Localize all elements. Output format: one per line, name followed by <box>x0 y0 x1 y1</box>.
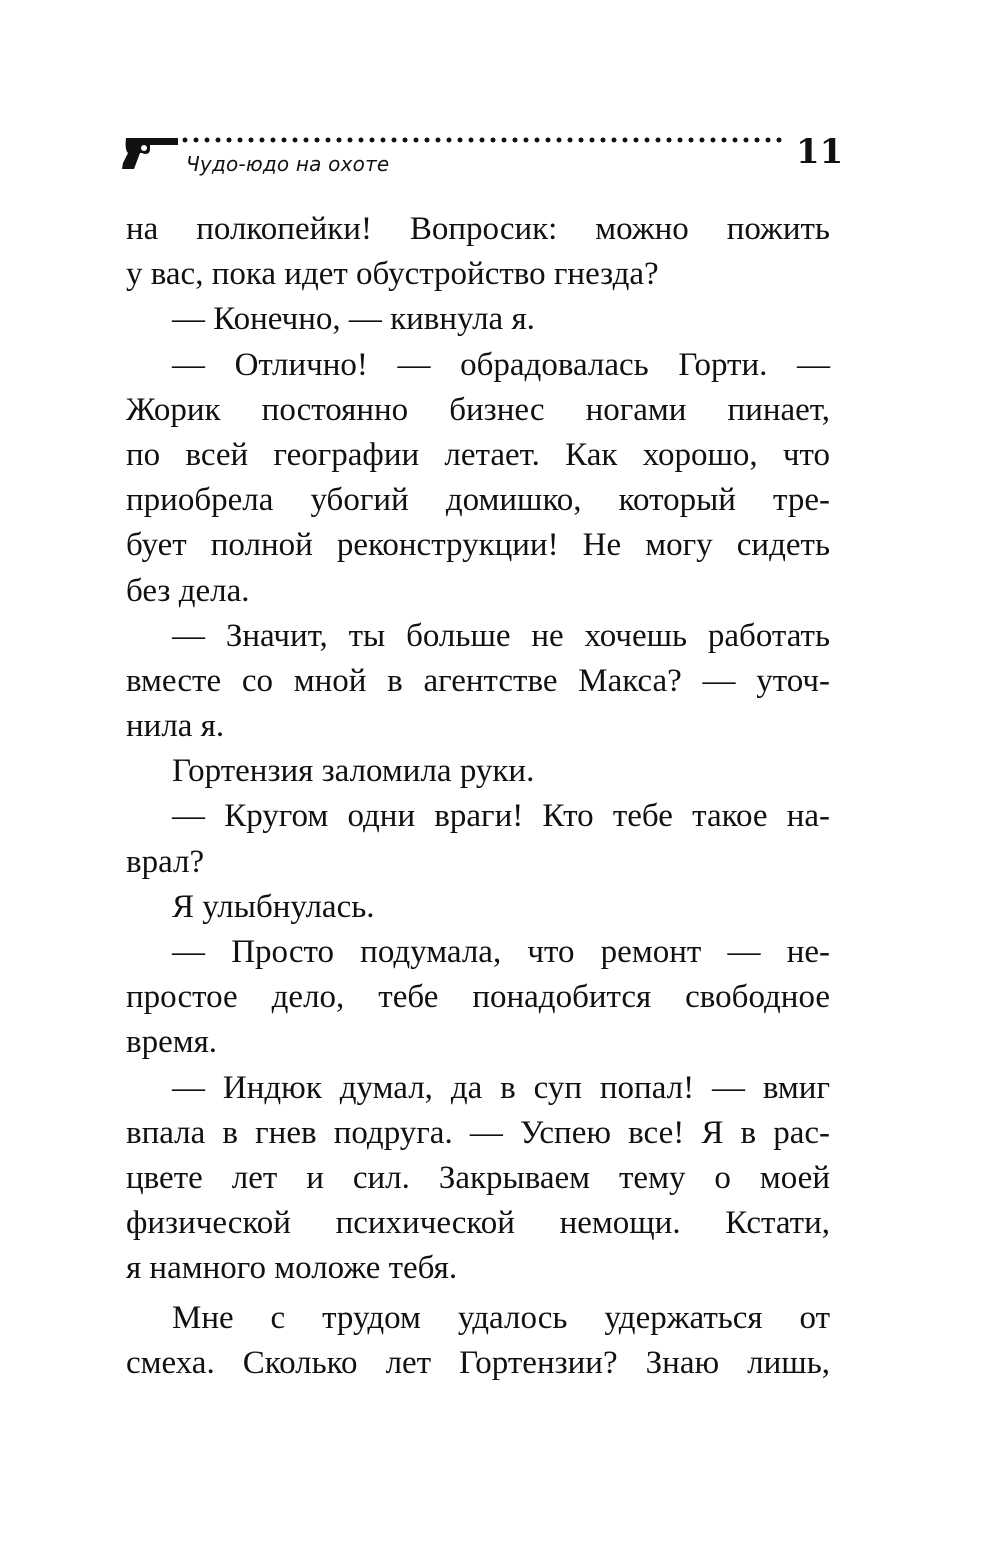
text-line: — Отлично! — обрадовалась Горти. — <box>172 346 830 383</box>
text-line: Жорик постоянно бизнес ногами пинает, <box>126 391 830 428</box>
text-line: Я улыбнулась. <box>172 888 375 925</box>
text-line: смеха. Сколько лет Гортензии? Знаю лишь, <box>126 1344 830 1381</box>
text-line: я намного моложе тебя. <box>126 1250 458 1287</box>
text-line: цвете лет и сил. Закрываем тему о моей <box>126 1159 830 1196</box>
text-line: бует полной реконструкции! Не могу сидеть <box>126 527 830 564</box>
text-line: Мне с трудом удалось удержаться от <box>172 1299 830 1336</box>
text-line: приобрела убогий домишко, который тре- <box>126 482 830 519</box>
text-line: без дела. <box>126 572 250 609</box>
page-number: 11 <box>796 132 844 172</box>
text-line: по всей географии летает. Как хорошо, что <box>126 436 830 473</box>
page-header <box>120 128 844 188</box>
revolver-icon <box>120 132 184 172</box>
text-line: — Значит, ты больше не хочешь работать <box>172 617 830 654</box>
text-line: время. <box>126 1024 218 1061</box>
text-line: на полкопейки! Вопросик: можно пожить <box>126 211 830 247</box>
body-text <box>126 207 830 1386</box>
text-line: — Конечно, — кивнула я. <box>172 301 535 338</box>
text-line: нила я. <box>126 708 225 745</box>
text-line: физической психической немощи. Кстати, <box>126 1205 830 1242</box>
text-line: простое дело, тебе понадобится свободное <box>126 979 830 1016</box>
text-line: — Просто подумала, что ремонт — не- <box>172 934 830 970</box>
header-dotted-rule <box>182 134 782 146</box>
running-title: Чудо-юдо на охоте <box>186 152 390 176</box>
text-line: у вас, пока идет обустройство гнезда? <box>126 256 659 293</box>
text-line: — Индюк думал, да в суп попал! — вмиг <box>172 1069 830 1106</box>
text-line: Гортензия заломила руки. <box>172 753 535 790</box>
text-line: впала в гнев подруга. — Успею все! Я в рас- <box>126 1114 830 1151</box>
text-line: — Кругом одни враги! Кто тебе такое на- <box>172 798 830 835</box>
text-line: врал? <box>126 843 205 880</box>
text-line: вместе со мной в агентстве Макса? — уточ- <box>126 662 830 699</box>
